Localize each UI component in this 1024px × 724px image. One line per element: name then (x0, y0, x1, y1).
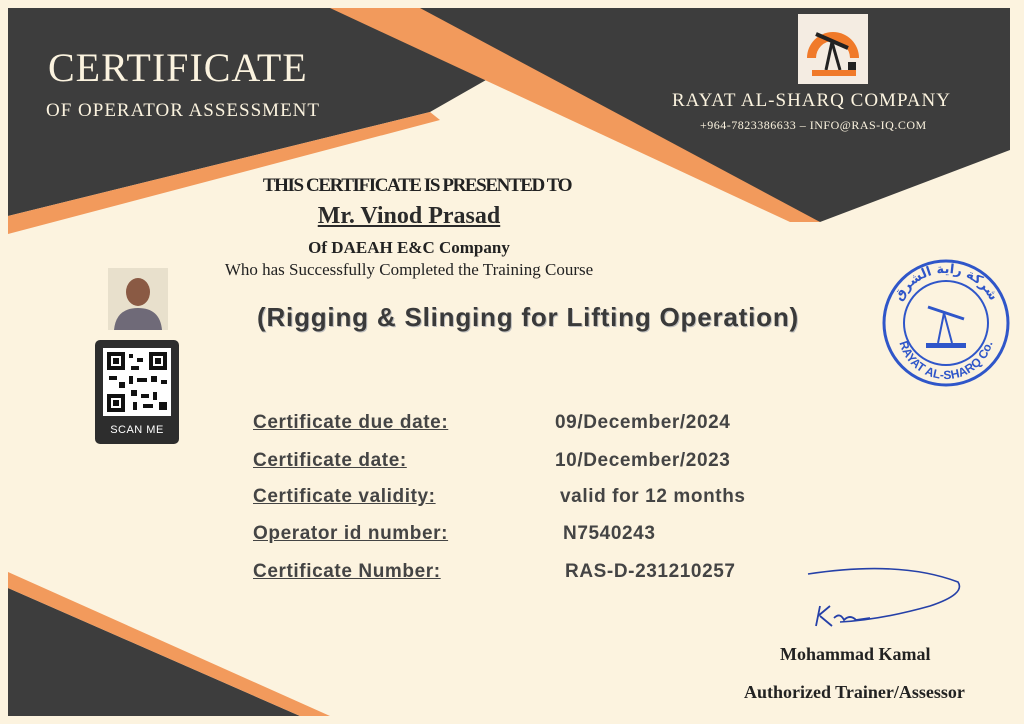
qr-code-icon (103, 348, 171, 416)
recipient-name: Mr. Vinod Prasad (317, 203, 501, 229)
svg-text:RAYAT AL-SHARQ Co.: RAYAT AL-SHARQ Co. (896, 338, 996, 383)
operator-id-value: N7540243 (563, 523, 656, 544)
recipient-company: Of DAEAH E&C Company (308, 238, 510, 257)
completion-statement: Who has Successfully Completed the Training Course (224, 260, 594, 279)
company-logo (798, 14, 868, 84)
company-stamp-icon (880, 257, 1012, 389)
certificate-date-value: 10/December/2023 (555, 450, 731, 471)
recipient-photo (108, 268, 168, 330)
certificate-subtitle: OF OPERATOR ASSESSMENT (46, 100, 321, 121)
validity-label: Certificate validity: (253, 486, 436, 507)
oil-pump-logo-icon (798, 14, 868, 84)
company-name: RAYAT AL-SHARQ COMPANY (672, 90, 951, 111)
signer-role: Authorized Trainer/Assessor (744, 682, 965, 702)
due-date-value: 09/December/2024 (555, 412, 731, 433)
scan-me-label: SCAN ME (110, 424, 164, 436)
qr-code[interactable] (103, 348, 171, 416)
svg-text:شركة راية الشرق: شركة راية الشرق (891, 261, 1001, 304)
certificate-title: CERTIFICATE (48, 45, 308, 90)
company-contact: +964-7823386633 – INFO@RAS-IQ.COM (700, 118, 927, 132)
signature-icon (780, 560, 980, 640)
course-title: (Rigging & Slinging for Lifting Operation) (257, 302, 799, 332)
certificate-number-label: Certificate Number: (253, 561, 441, 582)
presented-to-heading: THIS CERTIFICATE IS PRESENTED TO (262, 175, 572, 196)
due-date-label: Certificate due date: (253, 412, 449, 433)
person-photo-icon (108, 268, 168, 330)
signer-name: Mohammad Kamal (780, 644, 931, 664)
operator-id-label: Operator id number: (253, 523, 449, 544)
qr-code-block[interactable] (95, 340, 179, 444)
certificate-date-label: Certificate date: (253, 450, 407, 471)
certificate-number-value: RAS-D-231210257 (565, 561, 736, 582)
validity-value: valid for 12 months (560, 486, 746, 507)
